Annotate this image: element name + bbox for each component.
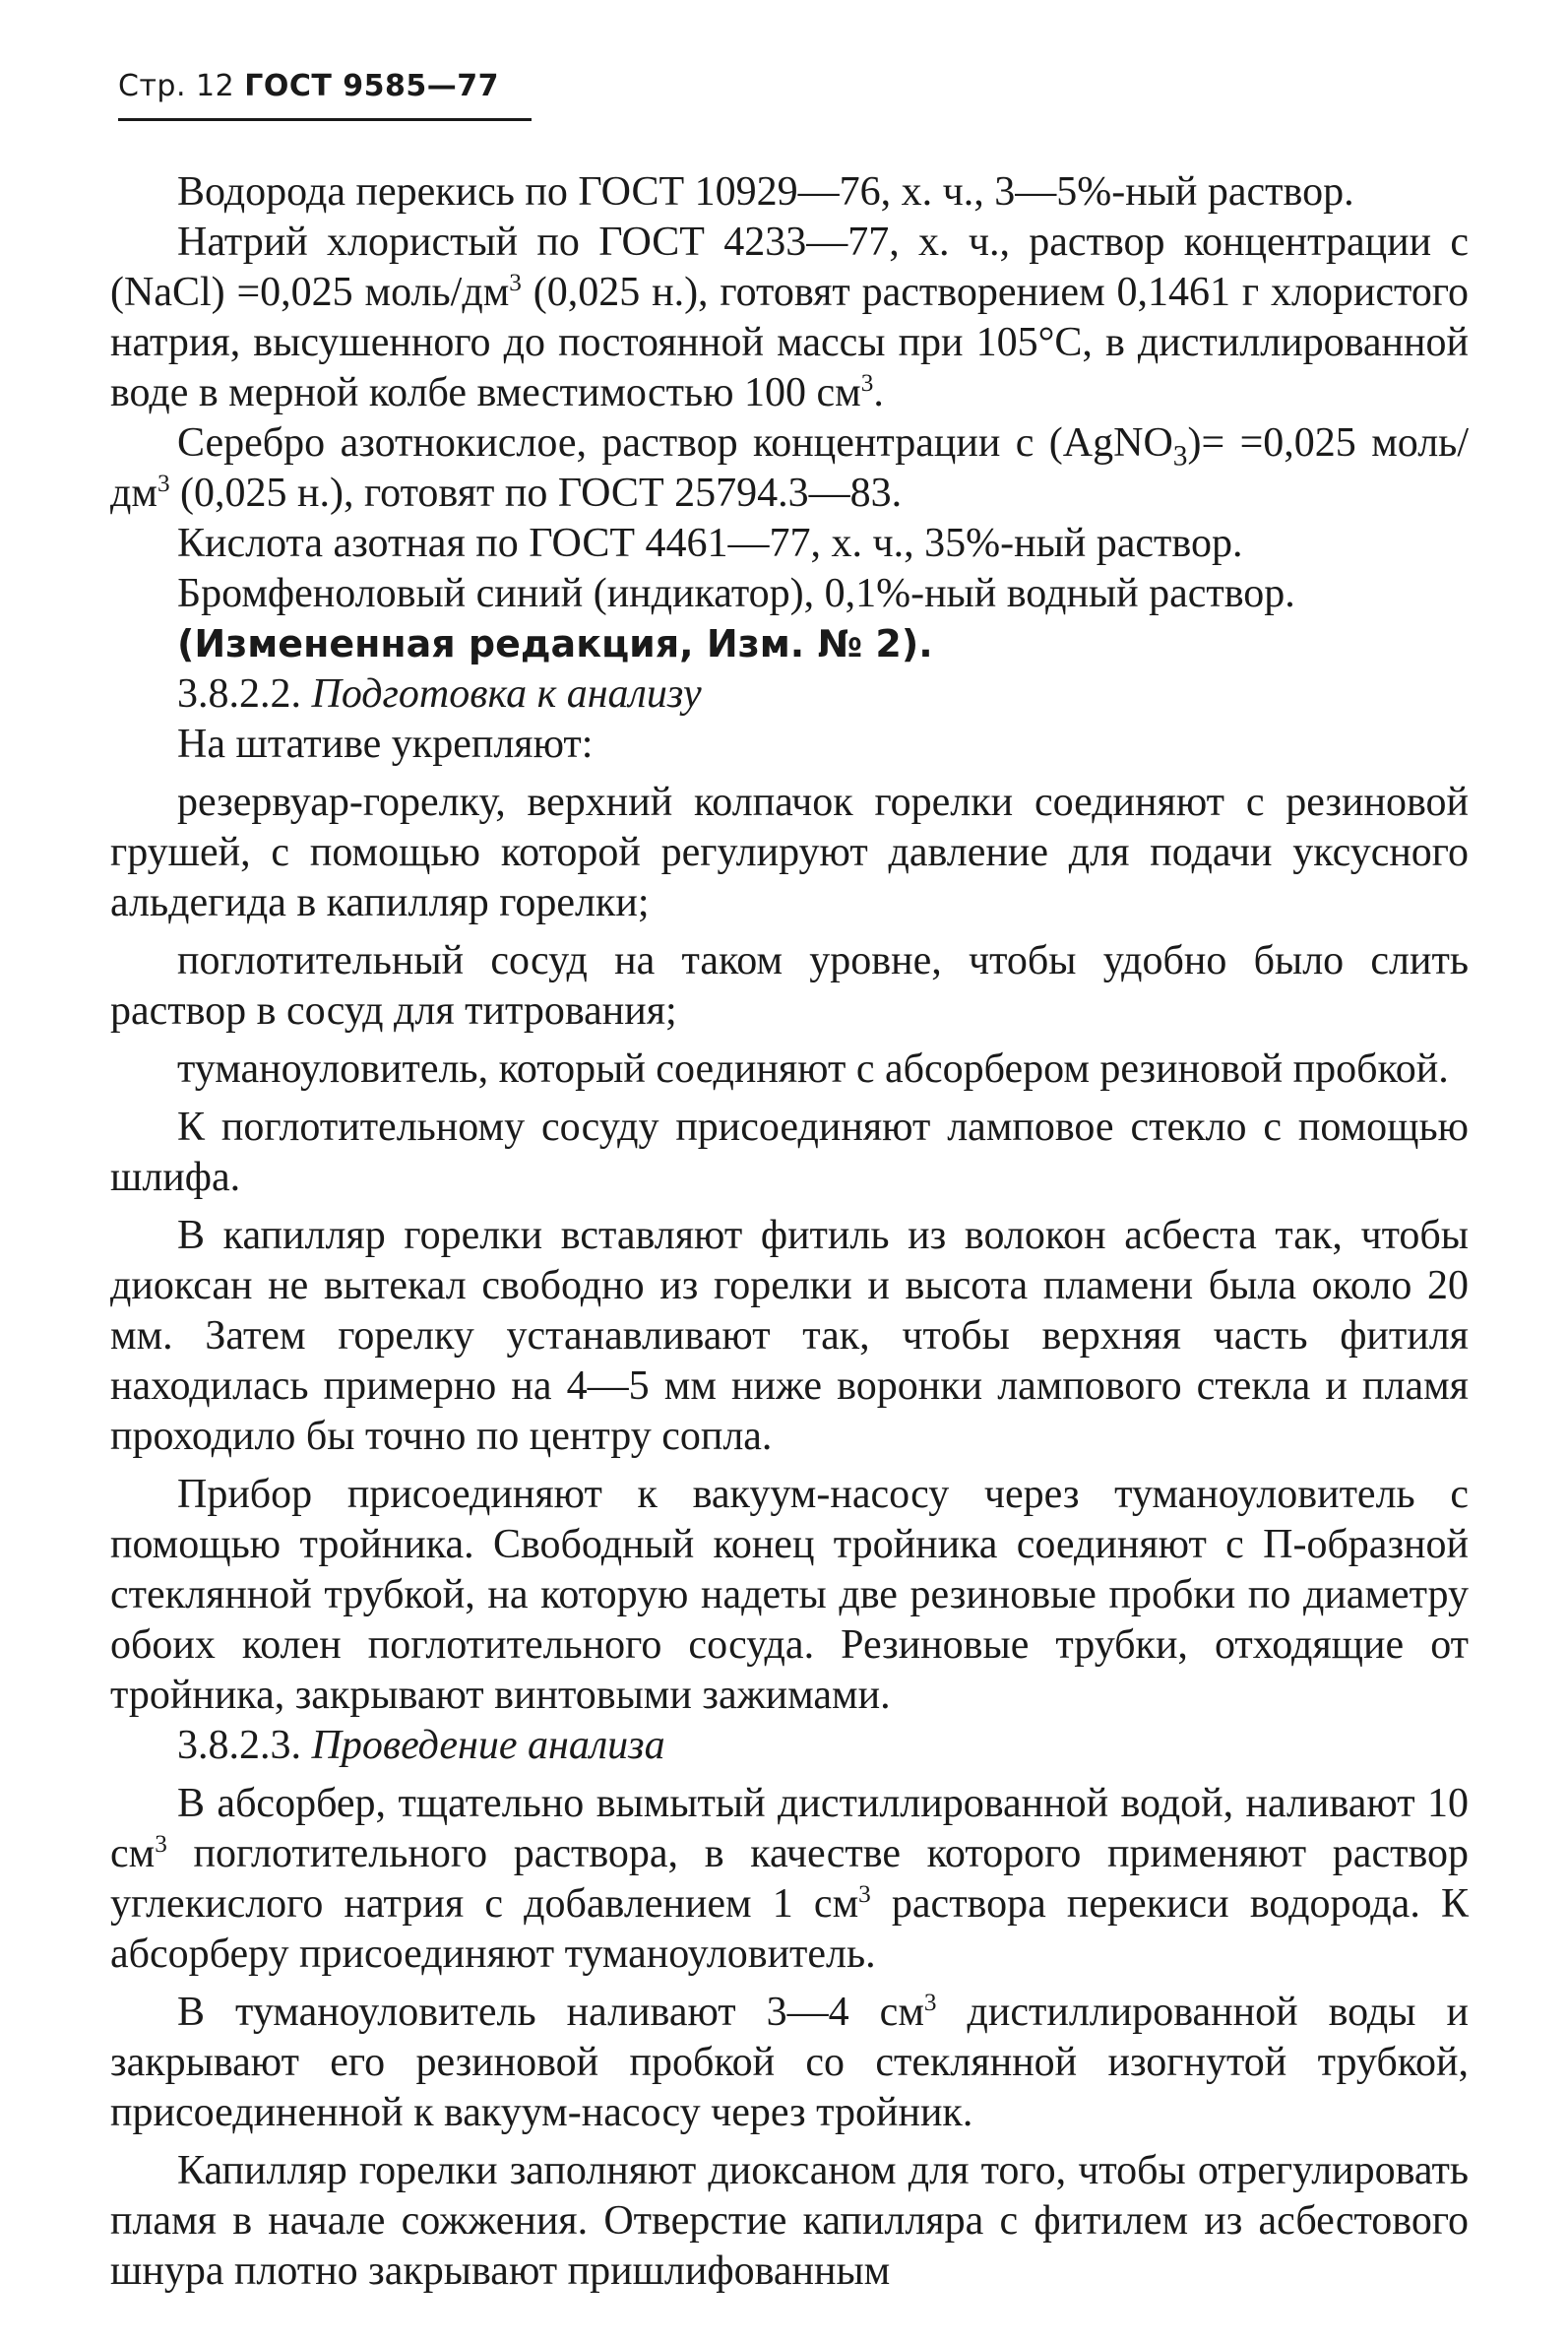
section-number: 3.8.2.2. <box>177 671 312 717</box>
superscript: 3 <box>858 1881 871 1908</box>
paragraph: Кислота азотная по ГОСТ 4461—77, х. ч., 35%-ный раствор. <box>177 521 1243 566</box>
superscript: 3 <box>157 471 170 497</box>
paragraph <box>110 1779 1469 1980</box>
paragraph: К поглотительному сосуду присоединяют ламповое стекло с помощью шлифа. <box>110 1105 1469 1200</box>
text-run: раствора перекиси водорода. К абсорберу присоединяют туманоуловитель. <box>110 1881 1469 1977</box>
superscript: 3 <box>923 1990 937 2016</box>
subscript: 3 <box>1172 440 1188 473</box>
text-run: . <box>873 370 884 415</box>
superscript: 3 <box>509 270 522 296</box>
amendment-text: (Измененная редакция, Изм. № 2). <box>177 622 933 665</box>
paragraph: Бромфеноловый синий (индикатор), 0,1%-ный водный раствор. <box>177 571 1295 616</box>
document-body <box>110 167 1469 2297</box>
section-heading <box>110 1721 1469 1771</box>
paragraph: поглотительный сосуд на таком уровне, чтобы удобно было слить раствор в сосуд для титрования; <box>110 938 1469 1034</box>
paragraph <box>110 218 1469 418</box>
section-title: Подготовка к анализу <box>311 671 702 717</box>
superscript: 3 <box>155 1831 167 1858</box>
paragraph: резервуар-горелку, верхний колпачок горелки соединяют с резиновой грушей, с помощью которой регулируют давление для подачи уксусного альдегида в капилляр горелки; <box>110 780 1469 925</box>
section-heading <box>110 669 1469 720</box>
paragraph: туманоуловитель, который соединяют с абсорбером резиновой пробкой. <box>177 1046 1449 1092</box>
page-number: Стр. 12 <box>118 69 235 103</box>
standard-number: ГОСТ 9585—77 <box>244 69 500 103</box>
paragraph: На штативе укрепляют: <box>177 722 594 767</box>
section-title: Проведение анализа <box>311 1723 665 1768</box>
text-run: (0,025 н.), готовят по ГОСТ 25794.3—83. <box>169 471 903 516</box>
section-number: 3.8.2.3. <box>177 1723 312 1768</box>
text-run: (0,025 н.), готовят растворением 0,1461 г хлористого натрия, высушенного до постоянной массы при 105°С, в дистиллированной воде в мерной колбе вместимостью 100 см <box>110 270 1470 415</box>
text-run: Серебро азотнокислое, раствор концентрации с (AgNO <box>177 420 1173 466</box>
text-run: )= =0,025 моль/дм <box>110 420 1469 516</box>
amendment-note <box>110 619 1469 669</box>
text-run: В абсорбер, тщательно вымытый дистиллированной водой, наливают 10 см <box>110 1781 1469 1876</box>
paragraph <box>110 1988 1469 2138</box>
text-run: В туманоуловитель наливают 3—4 см <box>177 1990 924 2035</box>
paragraph: Прибор присоединяют к вакуум-насосу через туманоуловитель с помощью тройника. Свободный конец тройника соединяют с П-образной стеклянной трубкой, на которую надеты две резиновые пробки по диаметру обоих колен поглотительного сосуда. Резиновые трубки, отходящие от тройника, закрывают винтовыми зажимами. <box>110 1472 1469 1718</box>
paragraph: В капилляр горелки вставляют фитиль из волокон асбеста так, чтобы диоксан не вытекал свободно из горелки и высота пламени была около 20 мм. Затем горелку устанавливают так, чтобы верхняя часть фитиля находилась примерно на 4—5 мм ниже воронки лампового стекла и пламя проходило бы точно по центру сопла. <box>110 1213 1469 1459</box>
page-header <box>118 69 499 103</box>
text-run: поглотительного раствора, в качестве которого применяют раствор углекислого натрия с добавлением 1 см <box>110 1831 1469 1927</box>
text-run: Натрий хлористый по ГОСТ 4233—77, х. ч., раствор концентрации с (NaCl) =0,025 моль/дм <box>110 220 1469 315</box>
paragraph: Водорода перекись по ГОСТ 10929—76, х. ч., 3—5%-ный раствор. <box>177 169 1354 215</box>
paragraph <box>110 418 1469 519</box>
superscript: 3 <box>860 370 874 397</box>
text-run: дистиллированной воды и закрывают его резиновой пробкой со стеклянной изогнутой трубкой, присоединенной к вакуум-насосу через тройник. <box>110 1990 1470 2135</box>
header-rule <box>118 118 532 121</box>
paragraph: Капилляр горелки заполняют диоксаном для того, чтобы отрегулировать пламя в начале сожжения. Отверстие капилляра с фитилем из асбестового шнура плотно закрывают пришлифованным <box>110 2148 1469 2294</box>
